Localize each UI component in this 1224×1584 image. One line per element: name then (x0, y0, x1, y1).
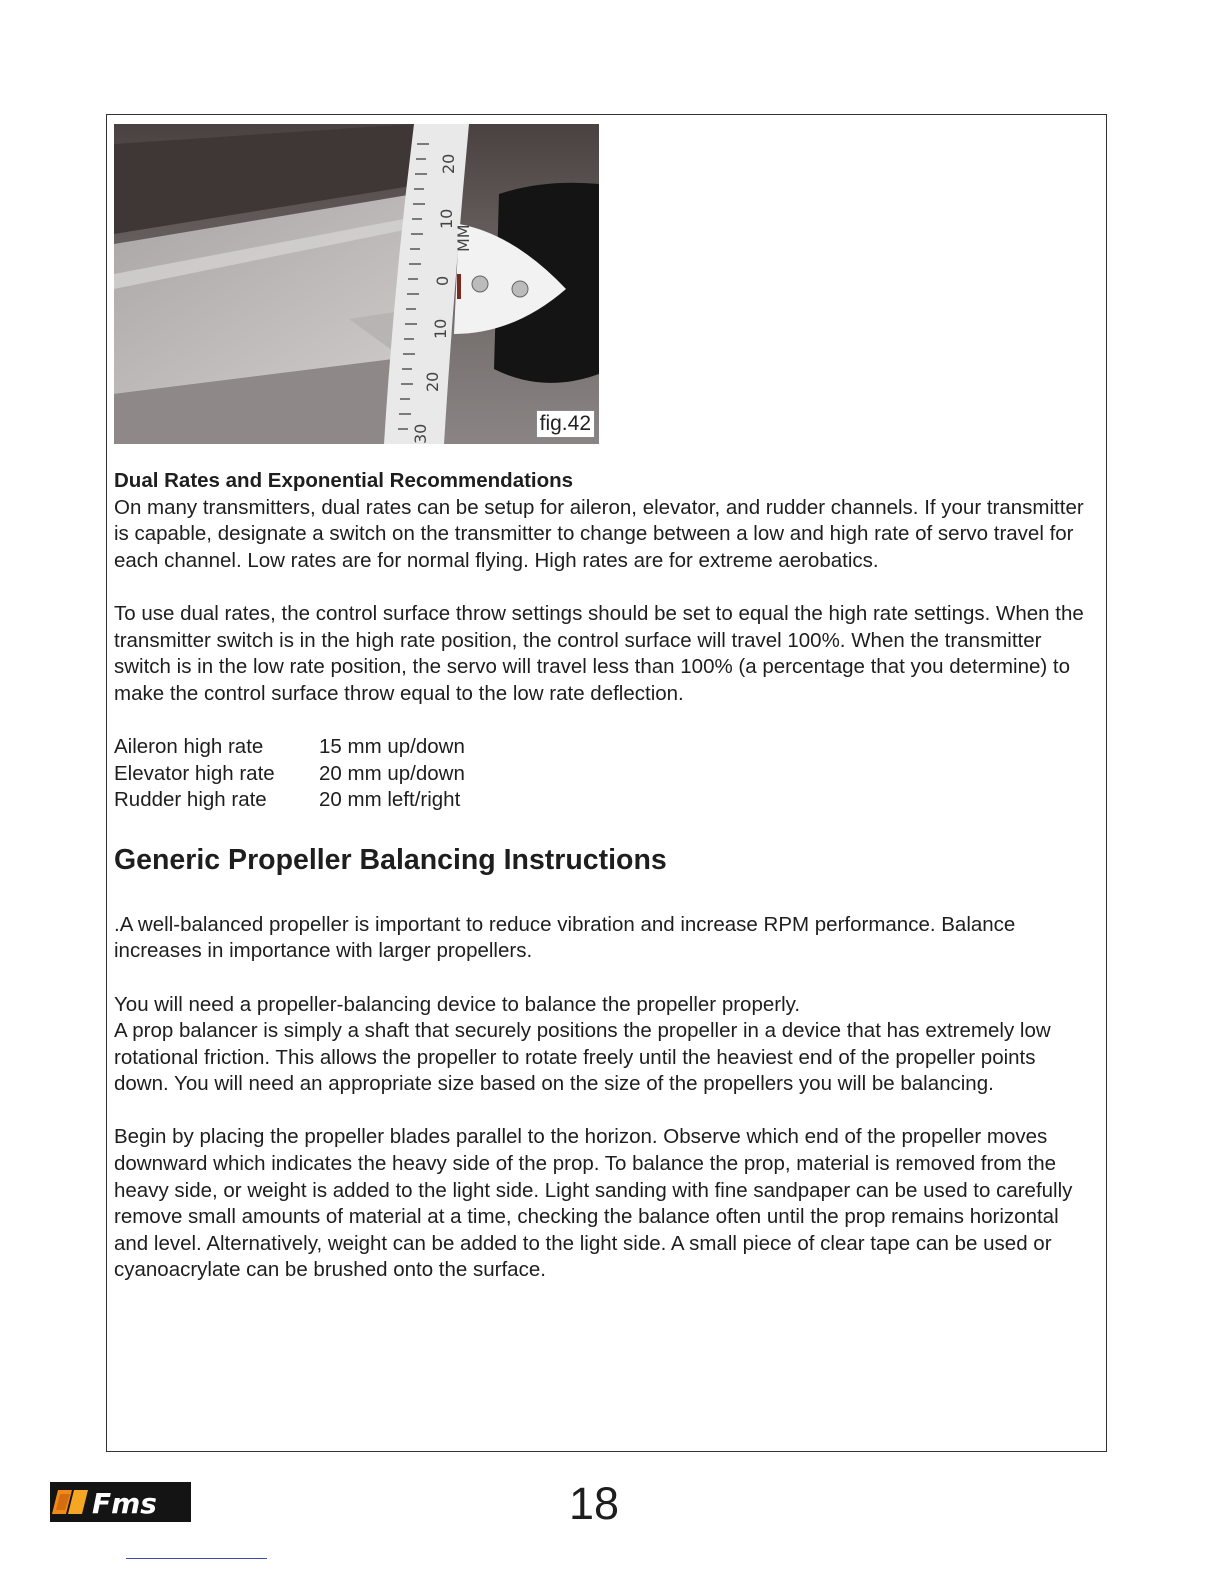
throw-meter-photo (114, 124, 599, 444)
scale-number: 20 (423, 371, 442, 392)
logo-text: Fms (92, 1487, 157, 1520)
paragraph: You will need a propeller-balancing device to balance the propeller properly. (114, 992, 801, 1016)
scale-number: 20 (439, 153, 458, 174)
paragraph: To use dual rates, the control surface throw settings should be set to equal the high rate settings. When the transmitter switch is in the high rate position, the control surface will travel 100%. When the transmitter switch is in the low rate position, the servo will travel less than 100% (a percentage that you determine) to make the control surface throw equal to the low rate deflection. (114, 601, 1084, 705)
rate-label: Elevator high rate (114, 761, 275, 785)
table-row (114, 787, 465, 814)
scale-unit: MM (454, 224, 473, 252)
paragraph: .A well-balanced propeller is important to reduce vibration and increase RPM performance. Balance increases in importance with larger propellers. (114, 912, 1016, 963)
paragraph: On many transmitters, dual rates can be setup for aileron, elevator, and rudder channels. If your transmitter is capable, designate a switch on the transmitter to change between a low and high rate of servo travel for each channel. Low rates are for normal flying. High rates are for extreme aerobatics. (114, 495, 1084, 572)
paragraph: Begin by placing the propeller blades parallel to the horizon. Observe which end of the propeller moves downward which indicates the heavy side of the prop. To balance the prop, material is removed from the heavy side, or weight is added to the light side. Light sanding with fine sandpaper can be used to carefully remove small amounts of material at a time, checking the balance often until the prop remains horizontal and level. Alternatively, weight can be added to the light side. A small piece of clear tape can be used or cyanoacrylate can be brushed onto the surface. (114, 1125, 1073, 1282)
rates-table (114, 734, 465, 814)
photo-illustration (114, 124, 599, 444)
footer-divider (126, 1558, 267, 1559)
scale-number: 0 (433, 275, 452, 286)
rate-value: 20 mm left/right (319, 788, 461, 812)
rate-value: 20 mm up/down (319, 761, 465, 785)
page-number: 18 (568, 1478, 620, 1529)
table-row (114, 734, 465, 761)
rate-label: Rudder high rate (114, 788, 267, 812)
scale-number: 30 (411, 423, 430, 444)
figure-label: fig.42 (536, 410, 595, 438)
paragraph: A prop balancer is simply a shaft that securely positions the propeller in a device that has extremely low rotational friction. This allows the propeller to rotate freely until the heaviest end of the propeller points down. You will need an appropriate size based on the size of the propellers you will be balancing. (114, 1019, 1051, 1096)
main-content (114, 468, 1094, 1284)
scale-number: 10 (431, 318, 450, 339)
scale-number: 10 (437, 208, 456, 229)
rate-value: 15 mm up/down (319, 734, 465, 758)
rate-label: Aileron high rate (114, 734, 264, 758)
section-heading-dual-rates: Dual Rates and Exponential Recommendations (114, 469, 574, 492)
table-row (114, 761, 465, 788)
section-heading-propeller: Generic Propeller Balancing Instructions (114, 843, 667, 876)
